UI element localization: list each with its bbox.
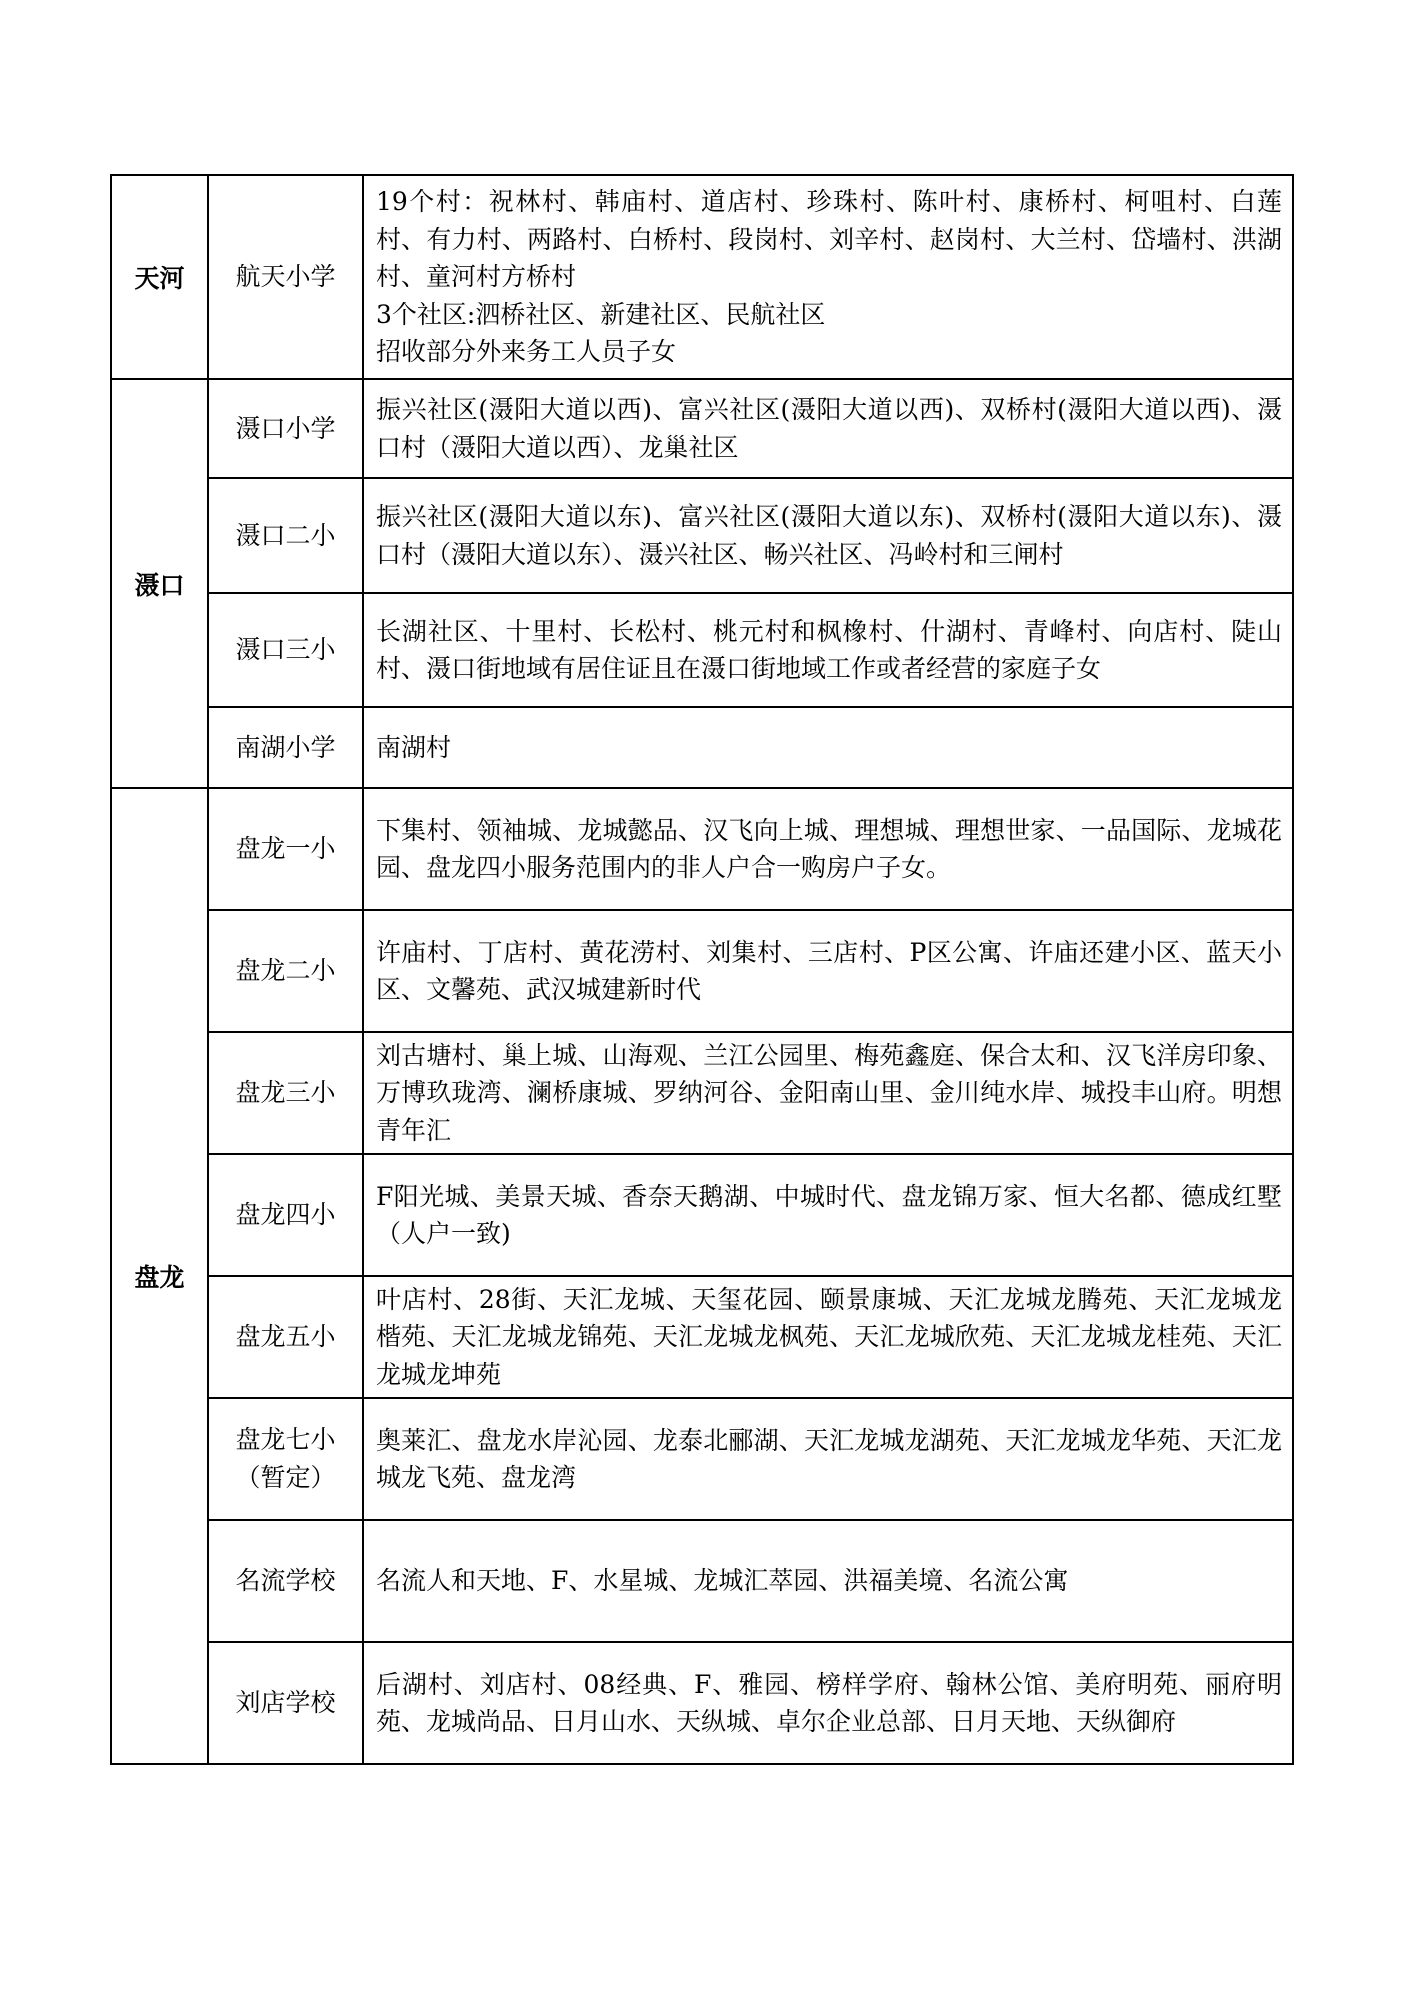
service-area-line: 19个村：祝林村、韩庙村、道店村、珍珠村、陈叶村、康桥村、柯咀村、白莲村、有力村、两路村、白桥村、段岗村、刘辛村、赵岗村、大兰村、岱墙村、洪湖村、童河村方桥村 bbox=[376, 187, 1282, 292]
school-name-text: 盘龙七小（暂定） bbox=[235, 1425, 336, 1492]
service-area-line: 后湖村、刘店村、08经典、F、雅园、榜样学府、翰林公馆、美府明苑、丽府明苑、龙城尚品、日月山水、天纵城、卓尔企业总部、日月天地、天纵御府 bbox=[376, 1669, 1282, 1736]
school-name: 名流学校 bbox=[208, 1520, 363, 1642]
service-area-line: 长湖社区、十里村、长松村、桃元村和枫橡村、什湖村、青峰村、向店村、陡山村、滠口街地域有居住证且在滠口街地域工作或者经营的家庭子女 bbox=[376, 616, 1282, 683]
service-area-line: 3个社区:泗桥社区、新建社区、民航社区 bbox=[376, 299, 826, 329]
table-row bbox=[111, 478, 1293, 593]
service-area bbox=[363, 1276, 1293, 1398]
school-name: 航天小学 bbox=[208, 175, 363, 379]
service-area bbox=[363, 1642, 1293, 1764]
service-area bbox=[363, 1032, 1293, 1154]
service-area-line: 刘古塘村、巢上城、山海观、兰江公园里、梅苑鑫庭、保合太和、汉飞洋房印象、万博玖珑湾、澜桥康城、罗纳河谷、金阳南山里、金川纯水岸、城投丰山府。明想青年汇 bbox=[376, 1040, 1282, 1145]
school-name: 南湖小学 bbox=[208, 707, 363, 788]
service-area bbox=[363, 175, 1293, 379]
table-row bbox=[111, 593, 1293, 707]
service-area bbox=[363, 379, 1293, 478]
table-row bbox=[111, 1154, 1293, 1276]
table-row bbox=[111, 788, 1293, 910]
school-name: 刘店学校 bbox=[208, 1642, 363, 1764]
service-area bbox=[363, 478, 1293, 593]
service-area-line: 奥莱汇、盘龙水岸沁园、龙泰北郦湖、天汇龙城龙湖苑、天汇龙城龙华苑、天汇龙城龙飞苑、盘龙湾 bbox=[376, 1425, 1282, 1492]
school-name: 盘龙三小 bbox=[208, 1032, 363, 1154]
service-area-line: F阳光城、美景天城、香奈天鹅湖、中城时代、盘龙锦万家、恒大名都、德成红墅（人户一致) bbox=[376, 1181, 1282, 1248]
school-name: 滠口二小 bbox=[208, 478, 363, 593]
table-row bbox=[111, 175, 1293, 379]
table-row bbox=[111, 1642, 1293, 1764]
service-area bbox=[363, 707, 1293, 788]
district-name: 盘龙 bbox=[111, 788, 208, 1764]
service-area-line: 振兴社区(滠阳大道以东)、富兴社区(滠阳大道以东)、双桥村(滠阳大道以东)、滠口村（滠阳大道以东）、滠兴社区、畅兴社区、冯岭村和三闸村 bbox=[376, 502, 1282, 569]
school-name: 盘龙四小 bbox=[208, 1154, 363, 1276]
service-area bbox=[363, 910, 1293, 1032]
service-area bbox=[363, 593, 1293, 707]
service-area bbox=[363, 1154, 1293, 1276]
service-area-line: 下集村、领袖城、龙城懿品、汉飞向上城、理想城、理想世家、一品国际、龙城花园、盘龙四小服务范围内的非人户合一购房户子女。 bbox=[376, 815, 1282, 882]
table-row bbox=[111, 1520, 1293, 1642]
service-area-line: 许庙村、丁店村、黄花涝村、刘集村、三店村、P区公寓、许庙还建小区、蓝天小区、文馨苑、武汉城建新时代 bbox=[376, 937, 1282, 1004]
table-row bbox=[111, 379, 1293, 478]
school-name: 滠口三小 bbox=[208, 593, 363, 707]
school-name: 盘龙二小 bbox=[208, 910, 363, 1032]
school-name: 盘龙五小 bbox=[208, 1276, 363, 1398]
table-row bbox=[111, 707, 1293, 788]
school-name: 滠口小学 bbox=[208, 379, 363, 478]
service-area-line: 名流人和天地、F、水星城、龙城汇萃园、洪福美境、名流公寓 bbox=[376, 1566, 1069, 1596]
table-row bbox=[111, 1276, 1293, 1398]
service-area-line: 招收部分外来务工人员子女 bbox=[376, 337, 677, 367]
district-name: 滠口 bbox=[111, 379, 208, 788]
enrollment-area-table bbox=[110, 174, 1294, 1765]
table-row bbox=[111, 1398, 1293, 1520]
district-name: 天河 bbox=[111, 175, 208, 379]
service-area bbox=[363, 1398, 1293, 1520]
service-area-line: 振兴社区(滠阳大道以西)、富兴社区(滠阳大道以西)、双桥村(滠阳大道以西)、滠口村（滠阳大道以西）、龙巢社区 bbox=[376, 395, 1282, 462]
service-area bbox=[363, 788, 1293, 910]
table-row bbox=[111, 910, 1293, 1032]
school-name: 盘龙一小 bbox=[208, 788, 363, 910]
school-name bbox=[208, 1398, 363, 1520]
table-row bbox=[111, 1032, 1293, 1154]
service-area-line: 叶店村、28街、天汇龙城、天玺花园、颐景康城、天汇龙城龙腾苑、天汇龙城龙楷苑、天汇龙城龙锦苑、天汇龙城龙枫苑、天汇龙城欣苑、天汇龙城龙桂苑、天汇龙城龙坤苑 bbox=[376, 1284, 1282, 1389]
service-area-line: 南湖村 bbox=[376, 732, 452, 762]
service-area bbox=[363, 1520, 1293, 1642]
